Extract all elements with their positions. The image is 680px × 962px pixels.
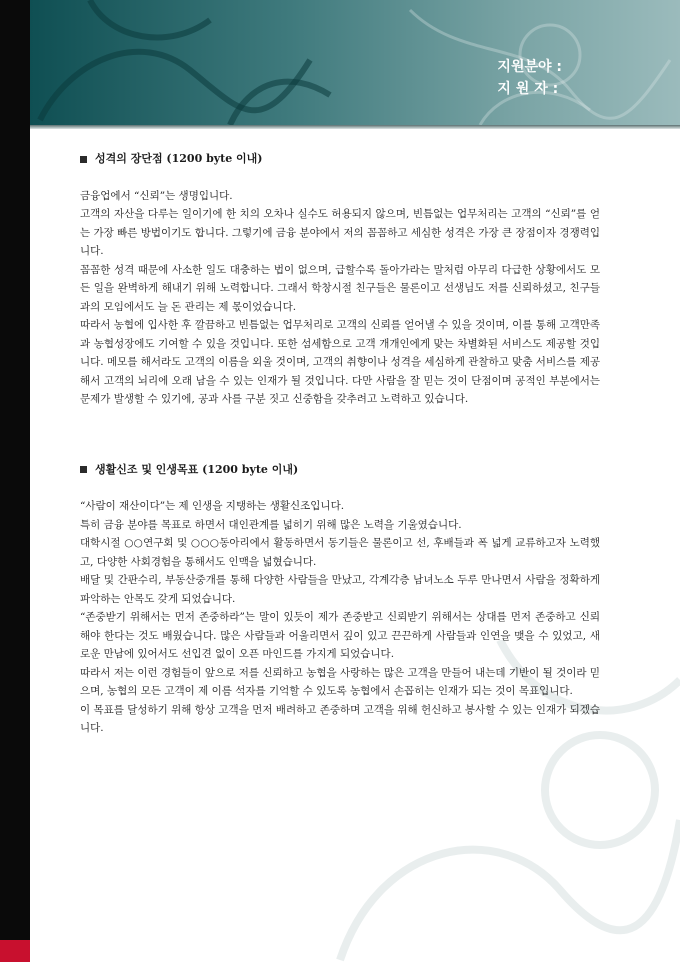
header-swirl-decoration [30,0,680,125]
square-bullet-icon [80,466,87,473]
document-body [80,150,600,738]
paragraph: 특히 금융 분야를 목표로 하면서 대인관계를 넓히기 위해 많은 노력을 기울였습니다. [80,518,462,531]
paragraph: 금융업에서 “신뢰”는 생명입니다. [80,189,233,202]
applicant-label: 지 원 자 : [497,81,559,97]
header-banner [30,0,680,125]
left-accent-bar-red [0,940,30,962]
section-title-life-motto [80,461,600,480]
paragraph: 꼼꼼한 성격 때문에 사소한 일도 대충하는 법이 없으며, 급할수록 돌아가라는 말처럼 아무리 다급한 상황에서도 모든 일을 완벽하게 해내기 위해 노력합니다. 그래서 학창시절 친구들은 물론이고 선생님도 저를 신뢰하셨고, 친구들과의 모임에서도 늘 돈 관리는 제 몫이었습니다. [80,263,600,313]
paragraph: 대학시절 ○○연구회 및 ○○○동아리에서 활동하면서 동기들은 물론이고 선, 후배들과 폭 넓게 교류하고자 노력했고, 다양한 사회경험을 통해서도 인맥을 넓혔습니다. [80,537,600,568]
paragraph: 이 목표를 달성하기 위해 항상 고객을 먼저 배려하고 존중하며 고객을 위해 헌신하고 봉사할 수 있는 인재가 되겠습니다. [80,703,600,734]
section-title-text: 생활신조 및 인생목표 (1200 byte 이내) [95,462,299,476]
paragraph: 고객의 자산을 다루는 일이기에 한 치의 오차나 실수도 허용되지 않으며, 빈틈없는 업무처리는 고객의 “신뢰”를 얻는 가장 빠른 방법이기도 합니다. 그렇기에 금융 분야에서 저의 꼼꼼하고 세심한 성격은 가장 큰 장점이자 경쟁력입니다. [80,208,600,257]
paragraph: 배달 및 간판수리, 부동산중개를 통해 다양한 사람들을 만났고, 각계각층 남녀노소 두루 만나면서 사람을 정확하게 파악하는 안목도 갖게 되었습니다. [80,574,600,605]
paragraph: 따라서 저는 이런 경험들이 앞으로 저를 신뢰하고 농협을 사랑하는 많은 고객을 만들어 내는데 기반이 될 것이라 믿으며, 농협의 모든 고객이 제 이름 석자를 기억할 수 있도록 농협에서 손꼽히는 인재가 되는 것이 목표입니다. [80,666,600,697]
paragraph: “존중받기 위해서는 먼저 존중하라”는 말이 있듯이 제가 존중받고 신뢰받기 위해서는 상대를 먼저 존중하고 신뢰해야 한다는 것도 배웠습니다. 많은 사람들과 어울리면서 깊이 있고 끈끈하게 사람들과 인연을 맺을 수 있었고, 새로운 만남에 있어서도 선입견 없이 오픈 마인드를 가지게 되었습니다. [80,611,600,660]
paragraph: 따라서 농협에 입사한 후 깔끔하고 빈틈없는 업무처리로 고객의 신뢰를 얻어낼 수 있을 것이며, 이를 통해 고객만족과 농협성장에도 기여할 수 있을 것입니다. 또한 섬세함으로 고객 개개인에게 맞는 차별화된 서비스도 제공할 것입니다. 메모를 해서라도 고객의 이름을 외울 것이며, 고객의 취향이나 성격을 세심하게 관찰하고 맞춤 서비스를 제공해서 고객의 뇌리에 오래 남을 수 있는 인재가 될 것입니다. 다만 사람을 잘 믿는 것이 단점이며 공적인 부분에서는 문제가 발생할 수 있기에, 공과 사를 구분 짓고 신중함을 갖추려고 노력하고 있습니다. [80,319,600,405]
field-label: 지원분야 : [497,59,562,75]
square-bullet-icon [80,156,87,163]
header-shadow [30,125,680,129]
section-title-strengths [80,150,600,169]
left-accent-bar [0,0,30,962]
section-title-text: 성격의 장단점 (1200 byte 이내) [95,152,263,165]
paragraph: “사람이 재산이다”는 제 인생을 지탱하는 생활신조입니다. [80,500,345,512]
